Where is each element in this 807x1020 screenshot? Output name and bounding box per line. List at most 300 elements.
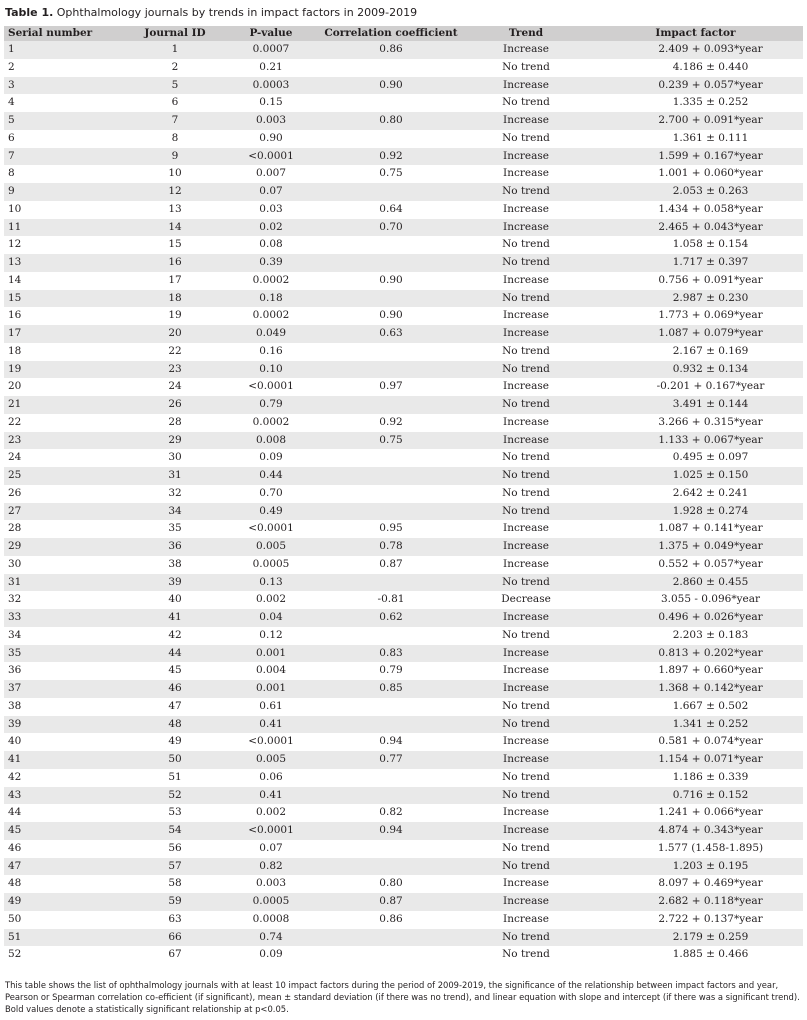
- trend-cell: No trend: [464, 396, 588, 414]
- table-row: [4, 378, 803, 396]
- correlation-cell: [318, 840, 464, 858]
- serial-number-cell: 25: [4, 467, 126, 485]
- p-value-cell: 0.74: [224, 929, 318, 947]
- journal-id-cell: 12: [126, 183, 224, 201]
- serial-number-cell: 52: [8, 948, 22, 961]
- serial-number-cell: 48: [8, 877, 22, 890]
- impact-factor-cell: 1.434 + 0.058*year: [658, 202, 763, 215]
- impact-factor-cell: 0.581 + 0.074*year: [658, 735, 763, 748]
- header-impact-factor: Impact factor: [588, 26, 803, 41]
- impact-factor-cell: 2.409 + 0.093*year: [588, 41, 803, 59]
- journal-id-cell: 19: [168, 309, 182, 322]
- journal-id-cell: 57: [126, 858, 224, 876]
- correlation-cell: [318, 858, 464, 876]
- correlation-cell: 0.80: [379, 877, 403, 890]
- correlation-cell: 0.75: [379, 167, 403, 180]
- correlation-cell: 0.86: [318, 41, 464, 59]
- journal-id-cell: 45: [168, 664, 182, 677]
- correlation-cell: [318, 485, 464, 503]
- trend-cell: Increase: [464, 325, 588, 343]
- journal-id-cell: 54: [126, 822, 224, 840]
- p-value-cell: 0.005: [224, 538, 318, 556]
- serial-number-cell: 34: [8, 628, 22, 641]
- p-value-cell: 0.03: [259, 202, 283, 215]
- p-value-cell: 0.16: [259, 344, 283, 357]
- impact-factor-cell: 3.055 - 0.096*year: [660, 593, 761, 606]
- journal-id-cell: 9: [126, 148, 224, 166]
- correlation-cell: 0.75: [318, 432, 464, 450]
- trend-cell: Increase: [503, 557, 549, 570]
- impact-factor-cell: 1.368 + 0.142*year: [588, 680, 803, 698]
- p-value-cell: 0.09: [259, 948, 283, 961]
- impact-factor-cell: 1.667 ± 0.502: [672, 699, 749, 712]
- impact-factor-cell: 1.154 + 0.071*year: [588, 751, 803, 769]
- p-value-cell: 0.003: [255, 877, 287, 890]
- impact-factor-cell: 1.203 ± 0.195: [588, 858, 803, 876]
- trend-cell: Increase: [464, 822, 588, 840]
- serial-number-cell: 17: [4, 325, 126, 343]
- header-serial-number: Serial number: [4, 26, 126, 41]
- table-row: [4, 698, 803, 716]
- correlation-cell: 0.64: [379, 202, 403, 215]
- correlation-cell: 0.86: [379, 912, 403, 925]
- trend-cell: Increase: [464, 680, 588, 698]
- trend-cell: Increase: [503, 167, 549, 180]
- table-row: [4, 645, 803, 663]
- table-row: [4, 609, 803, 627]
- table-row: [4, 325, 803, 343]
- journal-id-cell: 26: [126, 396, 224, 414]
- p-value-cell: 0.001: [224, 645, 318, 663]
- impact-factor-cell: 1.001 + 0.060*year: [658, 167, 763, 180]
- trend-cell: Increase: [503, 202, 549, 215]
- impact-factor-cell: 1.186 ± 0.339: [672, 770, 749, 783]
- journal-id-cell: 66: [126, 929, 224, 947]
- trend-cell: Increase: [464, 112, 588, 130]
- p-value-cell: 0.06: [259, 770, 283, 783]
- trend-cell: No trend: [464, 574, 588, 592]
- correlation-cell: 0.92: [318, 148, 464, 166]
- p-value-cell: 0.002: [255, 806, 287, 819]
- trend-cell: Increase: [503, 415, 549, 428]
- journal-id-cell: 17: [168, 273, 182, 286]
- impact-factor-cell: 1.133 + 0.067*year: [588, 432, 803, 450]
- trend-cell: Decrease: [501, 593, 551, 606]
- table-row: [4, 627, 803, 645]
- serial-number-cell: 14: [8, 273, 22, 286]
- trend-cell: Increase: [464, 219, 588, 237]
- correlation-cell: [318, 290, 464, 308]
- table-row: [4, 485, 803, 503]
- table-row: [4, 591, 803, 609]
- journal-id-cell: 23: [126, 361, 224, 379]
- trend-cell: No trend: [464, 787, 588, 805]
- trend-cell: Increase: [464, 645, 588, 663]
- trend-cell: No trend: [502, 451, 550, 464]
- correlation-cell: [318, 59, 464, 77]
- correlation-cell: [318, 236, 464, 254]
- journal-id-cell: 49: [168, 735, 182, 748]
- serial-number-cell: 29: [4, 538, 126, 556]
- serial-number-cell: 16: [8, 309, 22, 322]
- p-value-cell: 0.002: [255, 593, 287, 606]
- impact-factor-cell: 1.885 ± 0.466: [672, 948, 749, 961]
- serial-number-cell: 40: [8, 735, 22, 748]
- table-row: [4, 361, 803, 379]
- journal-id-cell: 58: [168, 877, 182, 890]
- journal-id-cell: 48: [126, 716, 224, 734]
- trend-cell: Increase: [503, 522, 549, 535]
- correlation-cell: [318, 698, 464, 716]
- serial-number-cell: 46: [8, 841, 22, 854]
- impact-factor-cell: 0.552 + 0.057*year: [658, 557, 763, 570]
- table-row: [4, 574, 803, 592]
- table-row: [4, 503, 803, 521]
- table-row: [4, 556, 803, 574]
- serial-number-cell: 47: [4, 858, 126, 876]
- impact-factor-cell: 1.361 ± 0.111: [672, 131, 749, 144]
- journal-id-cell: 31: [126, 467, 224, 485]
- impact-factor-cell: 2.860 ± 0.455: [588, 574, 803, 592]
- p-value-cell: 0.004: [255, 664, 287, 677]
- p-value-cell: <0.0001: [248, 735, 294, 748]
- impact-factor-cell: 2.682 + 0.118*year: [588, 893, 803, 911]
- journal-id-cell: 44: [126, 645, 224, 663]
- p-value-cell: 0.18: [224, 290, 318, 308]
- table-row: [4, 254, 803, 272]
- serial-number-cell: 32: [8, 593, 22, 606]
- correlation-cell: 0.63: [318, 325, 464, 343]
- serial-number-cell: 44: [8, 806, 22, 819]
- trend-cell: No trend: [502, 841, 550, 854]
- journal-id-cell: 8: [171, 131, 179, 144]
- serial-number-cell: 18: [8, 344, 22, 357]
- table-row: [4, 77, 803, 95]
- p-value-cell: 0.0005: [252, 557, 290, 570]
- table-row: [4, 804, 803, 822]
- table-row: [4, 787, 803, 805]
- table-row: [4, 538, 803, 556]
- journal-id-cell: 13: [168, 202, 182, 215]
- p-value-cell: 0.0002: [252, 309, 290, 322]
- impact-factor-cell: 0.813 + 0.202*year: [588, 645, 803, 663]
- p-value-cell: 0.07: [224, 183, 318, 201]
- p-value-cell: 0.39: [224, 254, 318, 272]
- impact-factor-cell: 2.700 + 0.091*year: [588, 112, 803, 130]
- journal-id-cell: 36: [126, 538, 224, 556]
- p-value-cell: 0.79: [224, 396, 318, 414]
- journal-id-cell: 10: [168, 167, 182, 180]
- header-correlation-coefficient: Correlation coefficient: [318, 26, 464, 41]
- table-row: [4, 769, 803, 787]
- correlation-cell: [318, 130, 464, 148]
- serial-number-cell: 4: [8, 96, 15, 109]
- correlation-cell: [318, 449, 464, 467]
- table-footnote: This table shows the list of ophthalmology journals with at least 10 impact factors during the period of 2009-2019, the significance of the relationship between impact factors and year, Pearson or Spearman correlation co-efficient (if significant), mean ± standard deviation (if there was no trend), and linear equation with slope and intercept (if there was a significant trend). Bold values denote a statistically significant relationship at p<0.05.: [5, 980, 800, 1014]
- impact-factor-cell: 1.087 + 0.079*year: [588, 325, 803, 343]
- serial-number-cell: 19: [4, 361, 126, 379]
- p-value-cell: 0.10: [224, 361, 318, 379]
- serial-number-cell: 10: [8, 202, 22, 215]
- table-row: [4, 112, 803, 130]
- journal-id-cell: 50: [126, 751, 224, 769]
- table-row: [4, 911, 803, 929]
- trend-cell: No trend: [464, 467, 588, 485]
- p-value-cell: 0.04: [224, 609, 318, 627]
- table-row: [4, 929, 803, 947]
- serial-number-cell: 5: [4, 112, 126, 130]
- correlation-cell: 0.87: [318, 893, 464, 911]
- p-value-cell: 0.09: [259, 451, 283, 464]
- trend-cell: No trend: [464, 929, 588, 947]
- p-value-cell: 0.0008: [252, 912, 290, 925]
- trend-cell: No trend: [502, 131, 550, 144]
- journal-id-cell: 42: [168, 628, 182, 641]
- table-body: [4, 41, 803, 964]
- p-value-cell: 0.07: [259, 841, 283, 854]
- p-value-cell: 0.41: [224, 716, 318, 734]
- p-value-cell: 0.001: [224, 680, 318, 698]
- table-row: [4, 219, 803, 237]
- serial-number-cell: 26: [8, 486, 22, 499]
- trend-cell: No trend: [502, 948, 550, 961]
- serial-number-cell: 51: [4, 929, 126, 947]
- trend-cell: No trend: [502, 96, 550, 109]
- table-row: [4, 875, 803, 893]
- journal-id-cell: 15: [168, 238, 182, 251]
- table-row: [4, 183, 803, 201]
- table-row: [4, 733, 803, 751]
- table-row: [4, 449, 803, 467]
- trend-cell: Increase: [464, 41, 588, 59]
- impact-factor-cell: 3.491 ± 0.144: [588, 396, 803, 414]
- table-row: [4, 396, 803, 414]
- trend-cell: No trend: [502, 486, 550, 499]
- table-row: [4, 307, 803, 325]
- table-row: [4, 148, 803, 166]
- impact-factor-cell: 0.495 ± 0.097: [672, 451, 749, 464]
- table-row: [4, 41, 803, 59]
- p-value-cell: 0.08: [259, 238, 283, 251]
- serial-number-cell: 3: [4, 77, 126, 95]
- correlation-cell: 0.83: [318, 645, 464, 663]
- serial-number-cell: 7: [4, 148, 126, 166]
- correlation-cell: [318, 254, 464, 272]
- impact-factor-cell: 1.928 ± 0.274: [588, 503, 803, 521]
- table-row: [4, 432, 803, 450]
- table-row: [4, 165, 803, 183]
- p-value-cell: 0.44: [224, 467, 318, 485]
- serial-number-cell: 11: [4, 219, 126, 237]
- trend-cell: No trend: [464, 361, 588, 379]
- header-journal-id: Journal ID: [126, 26, 224, 41]
- p-value-cell: <0.0001: [224, 148, 318, 166]
- p-value-cell: <0.0001: [248, 522, 294, 535]
- journal-id-cell: 29: [126, 432, 224, 450]
- trend-cell: No trend: [502, 628, 550, 641]
- trend-cell: Increase: [464, 432, 588, 450]
- impact-factor-cell: 1.897 + 0.660*year: [658, 664, 763, 677]
- impact-factor-cell: 1.087 + 0.141*year: [658, 522, 763, 535]
- table-row: [4, 946, 803, 964]
- table-row: [4, 662, 803, 680]
- impact-factor-cell: 1.341 ± 0.252: [588, 716, 803, 734]
- correlation-cell: [318, 183, 464, 201]
- table-row: [4, 840, 803, 858]
- journal-id-cell: 56: [168, 841, 182, 854]
- trend-cell: Increase: [464, 751, 588, 769]
- trend-cell: No trend: [464, 290, 588, 308]
- table-row: [4, 290, 803, 308]
- correlation-cell: 0.78: [318, 538, 464, 556]
- correlation-cell: [318, 627, 464, 645]
- trend-cell: No trend: [464, 503, 588, 521]
- trend-cell: Increase: [503, 273, 549, 286]
- correlation-cell: [318, 716, 464, 734]
- impact-factor-cell: 2.179 ± 0.259: [588, 929, 803, 947]
- serial-number-cell: 41: [4, 751, 126, 769]
- impact-factor-cell: 0.496 + 0.026*year: [588, 609, 803, 627]
- trend-cell: Increase: [503, 806, 549, 819]
- trend-cell: Increase: [464, 609, 588, 627]
- impact-factor-cell: 4.186 ± 0.440: [672, 60, 749, 73]
- trend-cell: No trend: [464, 183, 588, 201]
- impact-factor-cell: 4.874 + 0.343*year: [588, 822, 803, 840]
- impact-factor-cell: 1.025 ± 0.150: [588, 467, 803, 485]
- table-row: [4, 893, 803, 911]
- journal-id-cell: 1: [126, 41, 224, 59]
- correlation-cell: [318, 929, 464, 947]
- correlation-cell: 0.77: [318, 751, 464, 769]
- journal-id-cell: 24: [168, 380, 182, 393]
- correlation-cell: 0.90: [379, 309, 403, 322]
- caption-label: Table 1.: [5, 6, 54, 19]
- correlation-cell: 0.94: [379, 735, 403, 748]
- serial-number-cell: 13: [4, 254, 126, 272]
- serial-number-cell: 22: [8, 415, 22, 428]
- table-row: [4, 201, 803, 219]
- correlation-cell: 0.92: [379, 415, 403, 428]
- trend-cell: Increase: [503, 380, 549, 393]
- serial-number-cell: 21: [4, 396, 126, 414]
- header-p-value: P-value: [224, 26, 318, 41]
- p-value-cell: 0.0002: [252, 273, 290, 286]
- trend-cell: Increase: [503, 912, 549, 925]
- serial-number-cell: 31: [4, 574, 126, 592]
- serial-number-cell: 20: [8, 380, 22, 393]
- trend-cell: No trend: [502, 60, 550, 73]
- table-row: [4, 680, 803, 698]
- journal-id-cell: 38: [168, 557, 182, 570]
- serial-number-cell: 1: [4, 41, 126, 59]
- correlation-cell: 0.80: [318, 112, 464, 130]
- table-row: [4, 130, 803, 148]
- table-row: [4, 343, 803, 361]
- serial-number-cell: 15: [4, 290, 126, 308]
- correlation-cell: [318, 503, 464, 521]
- trend-cell: No trend: [502, 238, 550, 251]
- trend-cell: Increase: [464, 77, 588, 95]
- trend-cell: Increase: [503, 664, 549, 677]
- correlation-cell: [318, 94, 464, 112]
- table-row: [4, 414, 803, 432]
- journal-id-cell: 51: [168, 770, 182, 783]
- journal-id-cell: 47: [168, 699, 182, 712]
- serial-number-cell: 42: [8, 770, 22, 783]
- correlation-cell: 0.90: [379, 273, 403, 286]
- impact-factor-cell: 3.266 + 0.315*year: [658, 415, 763, 428]
- serial-number-cell: 36: [8, 664, 22, 677]
- journal-id-cell: 22: [168, 344, 182, 357]
- serial-number-cell: 2: [8, 60, 15, 73]
- table-row: [4, 236, 803, 254]
- p-value-cell: 0.02: [224, 219, 318, 237]
- serial-number-cell: 9: [4, 183, 126, 201]
- serial-number-cell: 6: [8, 131, 15, 144]
- caption-text: Ophthalmology journals by trends in impact factors in 2009-2019: [53, 6, 418, 19]
- correlation-cell: 0.95: [379, 522, 403, 535]
- journal-id-cell: 35: [168, 522, 182, 535]
- p-value-cell: 0.49: [224, 503, 318, 521]
- p-value-cell: 0.41: [224, 787, 318, 805]
- serial-number-cell: 37: [4, 680, 126, 698]
- p-value-cell: 0.21: [259, 60, 283, 73]
- p-value-cell: 0.15: [259, 96, 283, 109]
- impact-factor-cell: 0.239 + 0.057*year: [588, 77, 803, 95]
- journal-id-cell: 67: [168, 948, 182, 961]
- trend-cell: Increase: [464, 893, 588, 911]
- journal-id-cell: 41: [126, 609, 224, 627]
- correlation-cell: [318, 946, 464, 964]
- journal-id-cell: 32: [168, 486, 182, 499]
- journal-id-cell: 63: [168, 912, 182, 925]
- impact-factor-cell: 0.716 ± 0.152: [588, 787, 803, 805]
- serial-number-cell: 39: [4, 716, 126, 734]
- serial-number-cell: 50: [8, 912, 22, 925]
- trend-cell: No trend: [464, 254, 588, 272]
- p-value-cell: 0.13: [224, 574, 318, 592]
- p-value-cell: 0.005: [224, 751, 318, 769]
- impact-factor-cell: 1.335 ± 0.252: [672, 96, 749, 109]
- journal-id-cell: 52: [126, 787, 224, 805]
- serial-number-cell: 28: [8, 522, 22, 535]
- table-row: [4, 467, 803, 485]
- p-value-cell: 0.049: [224, 325, 318, 343]
- impact-factor-cell: 1.375 + 0.049*year: [588, 538, 803, 556]
- p-value-cell: 0.61: [259, 699, 283, 712]
- p-value-cell: <0.0001: [248, 380, 294, 393]
- impact-factor-cell: 1.717 ± 0.397: [588, 254, 803, 272]
- table-row: [4, 858, 803, 876]
- p-value-cell: 0.007: [255, 167, 287, 180]
- table-row: [4, 822, 803, 840]
- table-row: [4, 716, 803, 734]
- serial-number-cell: 43: [4, 787, 126, 805]
- journal-id-cell: 39: [126, 574, 224, 592]
- p-value-cell: 0.003: [224, 112, 318, 130]
- p-value-cell: 0.0005: [224, 893, 318, 911]
- serial-number-cell: 23: [4, 432, 126, 450]
- serial-number-cell: 33: [4, 609, 126, 627]
- trend-cell: No trend: [502, 770, 550, 783]
- serial-number-cell: 38: [8, 699, 22, 712]
- impact-factor-cell: 1.241 + 0.066*year: [658, 806, 763, 819]
- journal-id-cell: 53: [168, 806, 182, 819]
- correlation-cell: 0.79: [379, 664, 403, 677]
- correlation-cell: 0.62: [318, 609, 464, 627]
- trend-cell: No trend: [464, 716, 588, 734]
- p-value-cell: 0.12: [259, 628, 283, 641]
